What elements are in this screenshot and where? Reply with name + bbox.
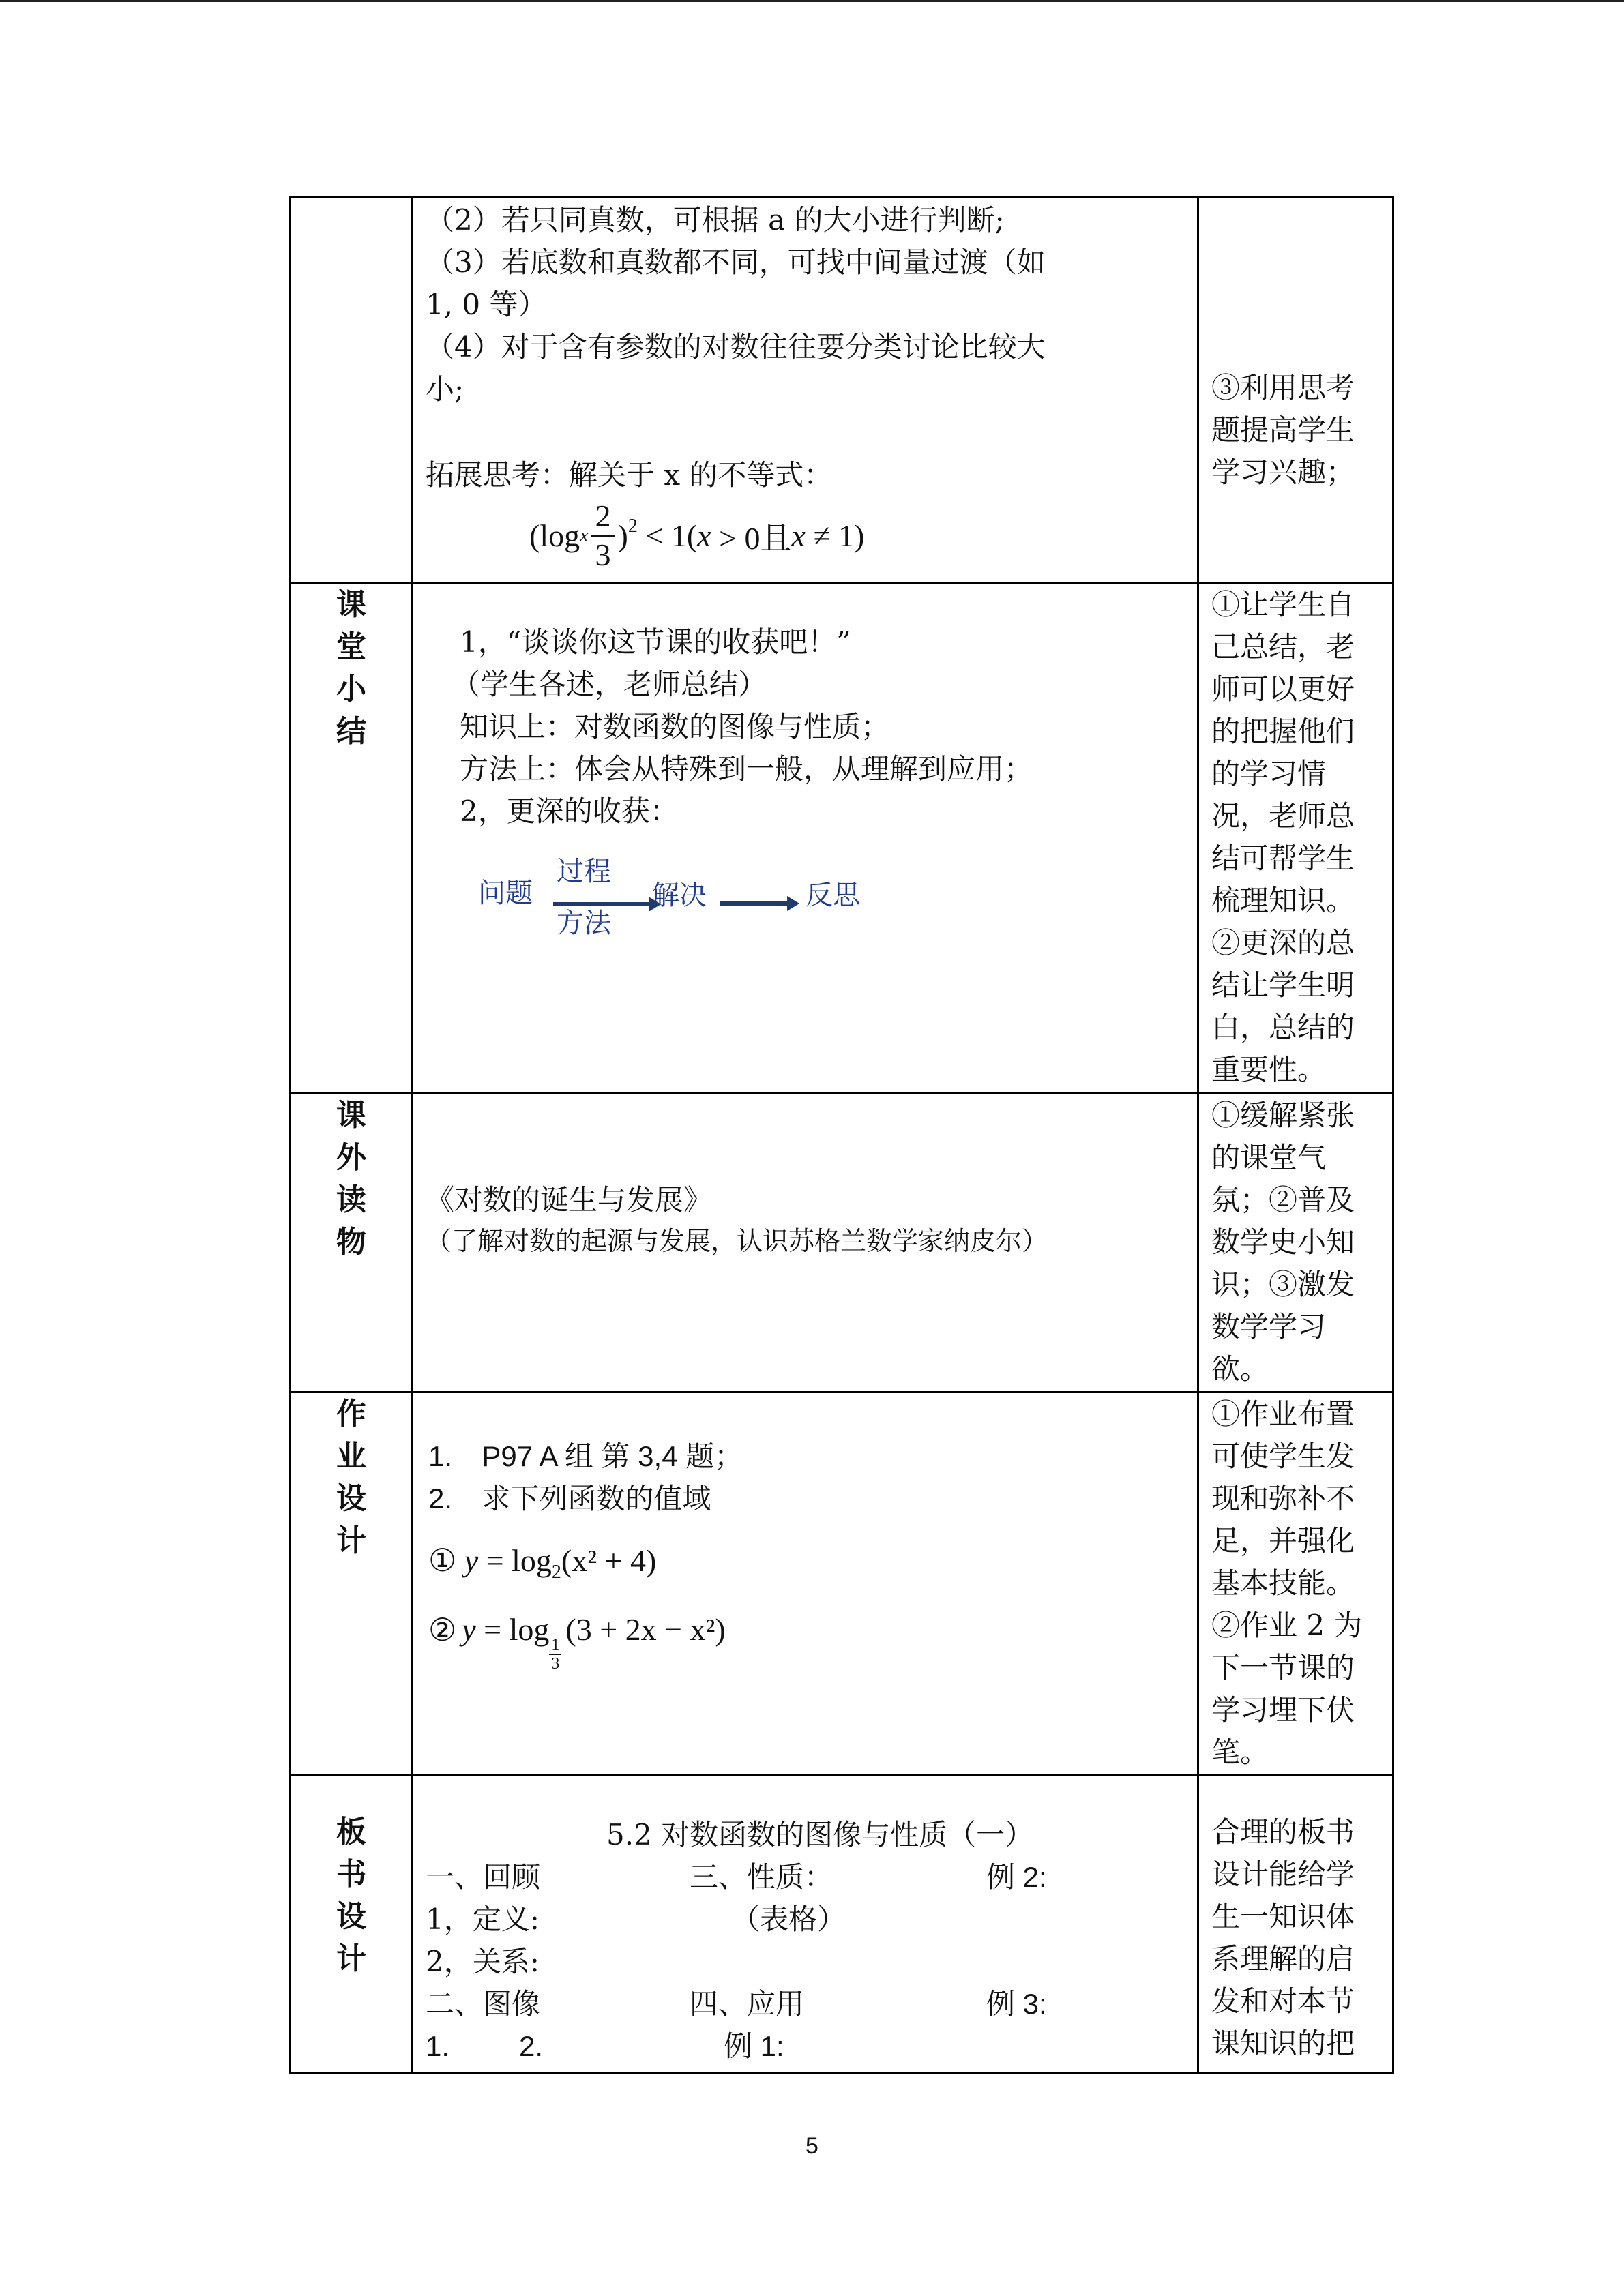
board-example-3: 例 3: (986, 1988, 1047, 2020)
content-cell (413, 197, 1198, 583)
extension-label: 拓展思考：解关于 x 的不等式： (426, 458, 833, 492)
design-note: ③利用思考题提高学生学习兴趣； (1211, 371, 1355, 489)
row-label-empty (291, 197, 413, 583)
item-text: 求下列函数的值域 (482, 1482, 711, 1515)
label-char: 书 (336, 1857, 366, 1892)
label-char: 作 (336, 1397, 366, 1431)
label-char: 课 (336, 1098, 366, 1133)
label-char: 小 (336, 672, 366, 706)
design-note: ①让学生自己总结，老师可以更好的把握他们的学习情况，老师总结可帮学生梳理知识。②更深的总结让学生明白，总结的重要性。 (1211, 588, 1355, 1086)
board-graph: 二、图像 (426, 1987, 541, 2021)
note-cell (1198, 197, 1393, 583)
fraction-numerator: 2 (591, 498, 615, 537)
board-example-1: 例 1: (724, 2030, 784, 2062)
circle-two-mark: ② (428, 1613, 457, 1648)
flow-process: 过程 (557, 856, 611, 887)
formula-cond: ≠ 1) (805, 518, 865, 553)
function-eq: = log (478, 1543, 552, 1578)
board-table: （表格） (731, 1903, 846, 1936)
row-label-reading (291, 1094, 413, 1392)
table-row-homework (291, 1392, 1393, 1775)
table-row-extension (291, 197, 1393, 583)
base-numerator: 1 (549, 1636, 561, 1655)
note-cell (1198, 583, 1393, 1094)
flow-method: 方法 (557, 908, 611, 939)
summary-line: 2，更深的收获： (460, 794, 679, 828)
content-cell (413, 1094, 1198, 1392)
label-char: 课 (336, 587, 366, 622)
summary-line: 知识上：对数函数的图像与性质； (460, 710, 890, 743)
board-title: 5.2 对数函数的图像与性质（一） (606, 1818, 1034, 1851)
function-y: y (462, 1612, 476, 1647)
homework-item (428, 1435, 743, 1478)
item-text: P97 A 组 第 3,4 题； (482, 1440, 743, 1472)
note-cell (1198, 1775, 1393, 2073)
fraction-denominator: 3 (595, 537, 611, 572)
board-review: 一、回顾 (426, 1860, 541, 1894)
comparison-notes (426, 199, 1176, 411)
label-char: 板 (336, 1815, 366, 1849)
flow-solve: 解决 (652, 880, 707, 911)
circle-one-mark: ① (428, 1543, 457, 1578)
function-2 (428, 1611, 726, 1673)
page-number: 5 (806, 2133, 818, 2159)
reading-subtitle: （了解对数的起源与发展，认识苏格兰数学家纳皮尔） (426, 1226, 1048, 1256)
note-cell (1198, 1392, 1393, 1775)
label-char: 外 (336, 1140, 366, 1175)
summary-line: 1，“谈谈你这节课的收获吧！” (460, 625, 851, 659)
design-note: ①作业布置可使学生发现和弥补不足，并强化基本技能。②作业 2 为下一节课的学习埋下伏笔。 (1211, 1397, 1363, 1769)
table-row-reading (291, 1094, 1393, 1392)
label-char: 设 (336, 1899, 366, 1934)
function-arg: (3 + 2x − x²) (565, 1612, 726, 1647)
function-eq: = log (475, 1612, 550, 1647)
function-1 (428, 1542, 656, 1583)
function-y: y (464, 1543, 479, 1578)
board-one: 1. (426, 2030, 450, 2062)
content-cell (413, 583, 1198, 1094)
item-number: 1. (428, 1440, 453, 1472)
label-char: 业 (336, 1439, 366, 1474)
board-application: 四、应用 (690, 1987, 805, 2021)
content-cell (413, 1392, 1198, 1775)
note-line: 小; (426, 372, 464, 406)
board-definition: 1，定义: (426, 1903, 540, 1936)
formula-base: x (580, 524, 589, 546)
formula-var: x (791, 518, 806, 553)
note-line: （4）对于含有参数的对数往往要分类讨论比较大 (426, 330, 1046, 363)
inequality-formula (529, 498, 865, 573)
design-note: ①缓解紧张的课堂气氛；②普及数学史小知识；③激发数学学习欲。 (1211, 1099, 1355, 1386)
lesson-plan-table (289, 196, 1394, 2074)
table-row-summary (291, 583, 1393, 1094)
formula-rest: < 1( (637, 518, 698, 553)
label-char: 物 (336, 1225, 366, 1259)
formula-open: (log (529, 518, 580, 553)
formula-exponent: 2 (628, 516, 638, 537)
note-cell (1198, 1094, 1393, 1392)
label-char: 设 (336, 1481, 366, 1516)
homework-item (428, 1478, 711, 1520)
label-char: 结 (336, 714, 366, 749)
row-label-homework (291, 1392, 413, 1775)
reading-title: 《对数的诞生与发展》 (426, 1183, 713, 1217)
formula-close: ) (617, 518, 628, 553)
row-label-board (291, 1775, 413, 2073)
arrow-icon (720, 893, 802, 914)
note-line: （2）若只同真数，可根据 a 的大小进行判断; (426, 203, 1005, 237)
base-denominator: 3 (551, 1655, 560, 1673)
board-property: 三、性质： (690, 1860, 833, 1894)
arrow-icon (553, 894, 662, 914)
flow-reflect: 反思 (806, 880, 860, 911)
formula-cond: > 0且 (711, 520, 792, 556)
note-line: （3）若底数和真数都不同，可找中间量过渡（如 (426, 245, 1046, 279)
flow-problem: 问题 (478, 878, 533, 909)
row-label-summary (291, 583, 413, 1094)
function-arg: (x² + 4) (561, 1543, 657, 1578)
item-number: 2. (428, 1482, 453, 1515)
log-base-fraction (549, 1636, 561, 1673)
content-cell (413, 1775, 1198, 2073)
board-two: 2. (519, 2030, 544, 2062)
note-line: 1, 0 等） (426, 288, 547, 321)
fraction (591, 498, 615, 573)
log-base: 2 (551, 1562, 561, 1583)
top-rule (0, 0, 1624, 2)
label-char: 计 (336, 1941, 366, 1976)
label-char: 读 (336, 1182, 366, 1217)
board-example-2: 例 2: (986, 1861, 1047, 1893)
summary-line: 方法上：体会从特殊到一般，从理解到应用； (460, 752, 1033, 786)
summary-lines (452, 621, 1033, 833)
board-relation: 2，关系: (426, 1945, 540, 1978)
label-char: 堂 (336, 629, 366, 664)
table-row-board (291, 1775, 1393, 2073)
formula-var: x (697, 518, 711, 553)
summary-line: （学生各述，老师总结） (452, 668, 767, 701)
label-char: 计 (336, 1523, 366, 1558)
design-note: 合理的板书设计能给学生一知识体系理解的启发和对本节课知识的把 (1211, 1815, 1355, 2060)
